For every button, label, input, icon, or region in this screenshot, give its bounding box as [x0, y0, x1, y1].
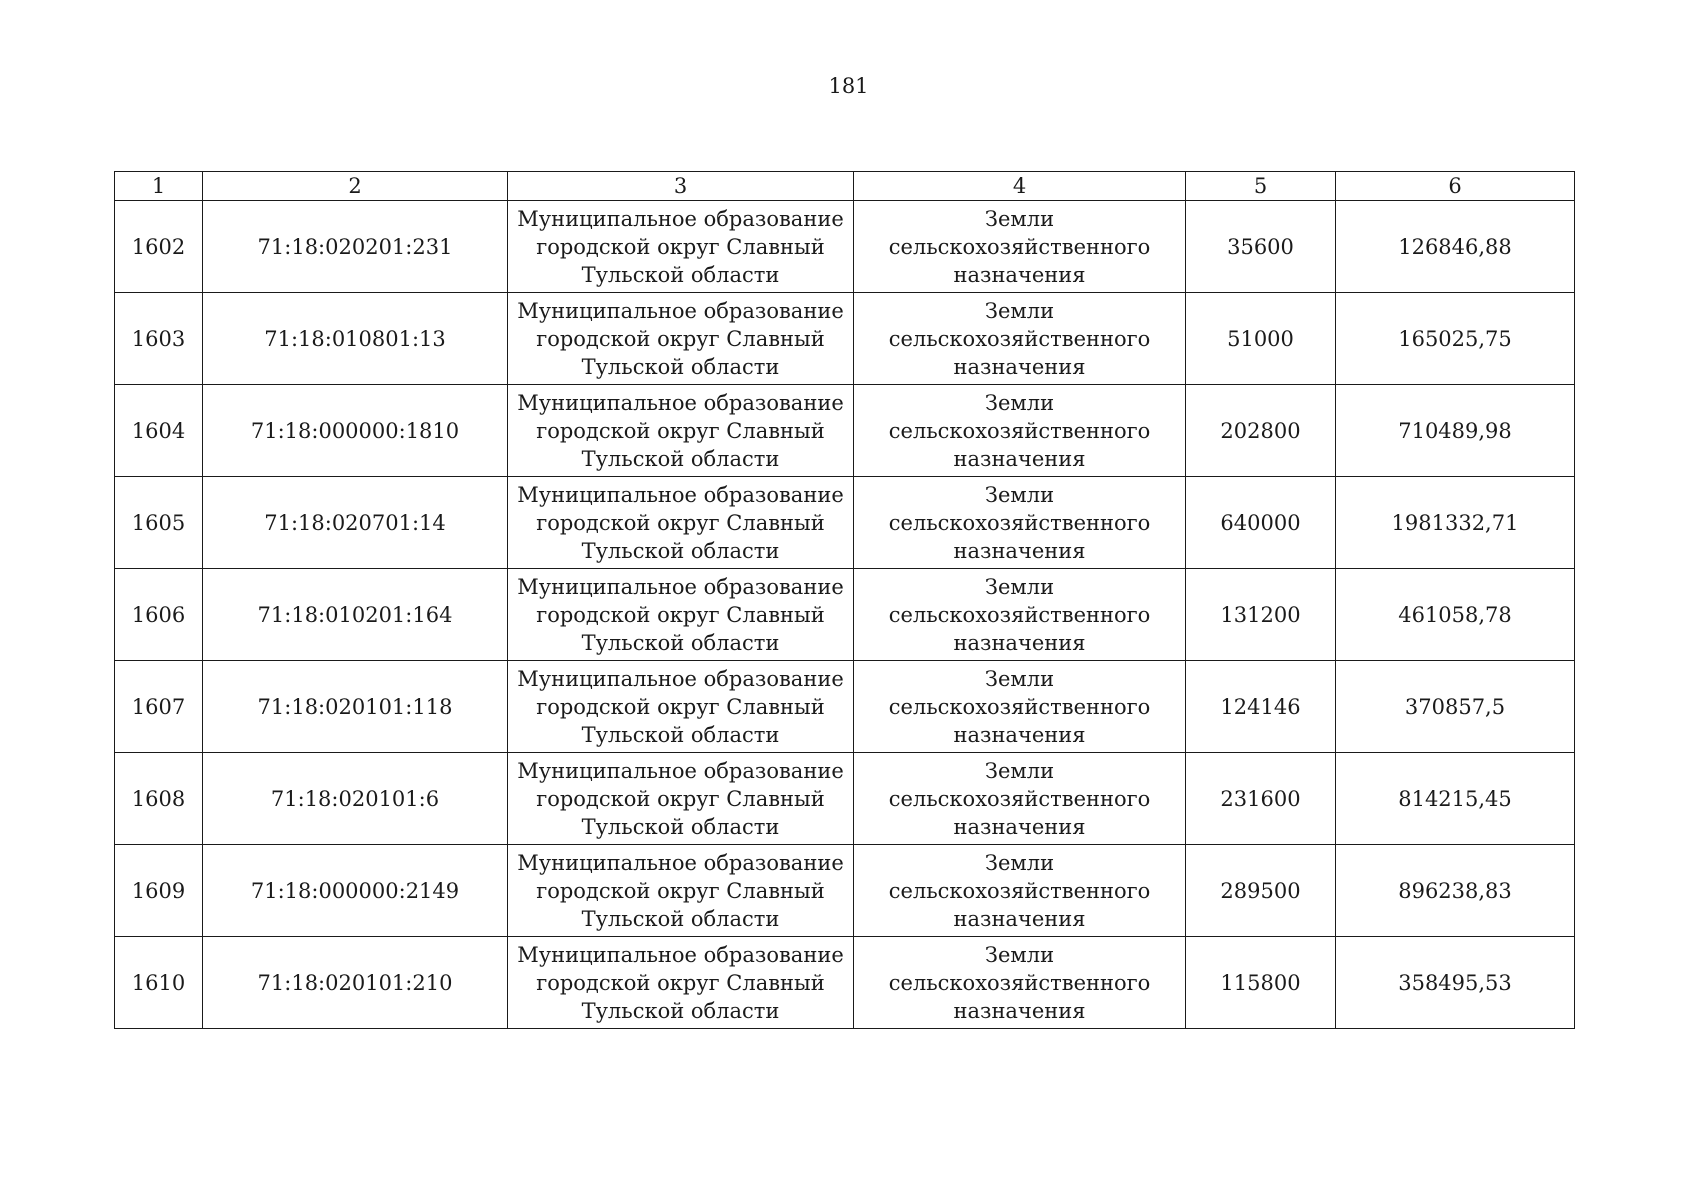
row-number-cell: 1608 [115, 753, 203, 845]
table-body [115, 201, 1575, 1029]
land-category-cell-line: назначения [953, 814, 1086, 839]
cadastral-number-cell: 71:18:010201:164 [203, 569, 508, 661]
owner-cell-line: городской округ Славный [536, 234, 825, 259]
area-cell: 51000 [1186, 293, 1336, 385]
land-category-cell-line: сельскохозяйственного [888, 878, 1151, 903]
owner-cell-line: городской округ Славный [536, 510, 825, 535]
cadastral-value-cell: 126846,88 [1336, 201, 1575, 293]
row-number-cell: 1602 [115, 201, 203, 293]
page-number: 181 [828, 74, 869, 98]
land-category-cell-line: назначения [953, 998, 1086, 1023]
land-category-cell [854, 753, 1186, 845]
owner-cell-line: Тульской области [581, 906, 780, 931]
owner-cell-line: Тульской области [581, 538, 780, 563]
area-cell: 640000 [1186, 477, 1336, 569]
land-category-cell [854, 845, 1186, 937]
table-row [115, 201, 1575, 293]
row-number-cell: 1604 [115, 385, 203, 477]
owner-cell [508, 201, 854, 293]
land-plots-table [114, 171, 1575, 1029]
owner-cell [508, 753, 854, 845]
cadastral-value-cell: 358495,53 [1336, 937, 1575, 1029]
land-category-cell-line: Земли [984, 942, 1055, 967]
table-header [115, 172, 1575, 201]
area-cell: 202800 [1186, 385, 1336, 477]
area-cell: 124146 [1186, 661, 1336, 753]
table-row [115, 753, 1575, 845]
land-category-cell-line: сельскохозяйственного [888, 602, 1151, 627]
cadastral-value-cell: 814215,45 [1336, 753, 1575, 845]
owner-cell-line: Тульской области [581, 262, 780, 287]
land-category-cell-line: сельскохозяйственного [888, 510, 1151, 535]
owner-cell-line: Тульской области [581, 354, 780, 379]
land-category-cell-line: Земли [984, 390, 1055, 415]
land-category-cell-line: сельскохозяйственного [888, 234, 1151, 259]
header-cell-5: 5 [1186, 172, 1336, 201]
owner-cell [508, 293, 854, 385]
cadastral-number-cell: 71:18:000000:1810 [203, 385, 508, 477]
owner-cell-line: Муниципальное образование [517, 298, 844, 323]
owner-cell-line: Тульской области [581, 998, 780, 1023]
header-cell-1: 1 [115, 172, 203, 201]
row-number-cell: 1603 [115, 293, 203, 385]
owner-cell [508, 385, 854, 477]
land-category-cell-line: сельскохозяйственного [888, 970, 1151, 995]
cadastral-value-cell: 370857,5 [1336, 661, 1575, 753]
row-number-cell: 1610 [115, 937, 203, 1029]
land-category-cell-line: назначения [953, 446, 1086, 471]
cadastral-number-cell: 71:18:020101:210 [203, 937, 508, 1029]
owner-cell-line: городской округ Славный [536, 786, 825, 811]
land-category-cell-line: сельскохозяйственного [888, 326, 1151, 351]
land-category-cell-line: назначения [953, 722, 1086, 747]
cadastral-value-cell: 896238,83 [1336, 845, 1575, 937]
header-row [115, 172, 1575, 201]
owner-cell-line: Муниципальное образование [517, 666, 844, 691]
table-row [115, 845, 1575, 937]
owner-cell-line: Муниципальное образование [517, 850, 844, 875]
land-category-cell-line: Земли [984, 850, 1055, 875]
owner-cell-line: городской округ Славный [536, 326, 825, 351]
cadastral-value-cell: 165025,75 [1336, 293, 1575, 385]
table-row [115, 385, 1575, 477]
cadastral-number-cell: 71:18:000000:2149 [203, 845, 508, 937]
land-category-cell-line: Земли [984, 758, 1055, 783]
land-category-cell [854, 661, 1186, 753]
table-row [115, 569, 1575, 661]
cadastral-number-cell: 71:18:020201:231 [203, 201, 508, 293]
row-number-cell: 1609 [115, 845, 203, 937]
owner-cell-line: Муниципальное образование [517, 574, 844, 599]
area-cell: 289500 [1186, 845, 1336, 937]
owner-cell [508, 937, 854, 1029]
cadastral-value-cell: 710489,98 [1336, 385, 1575, 477]
land-category-cell-line: Земли [984, 666, 1055, 691]
land-category-cell [854, 937, 1186, 1029]
header-cell-2: 2 [203, 172, 508, 201]
land-category-cell [854, 477, 1186, 569]
area-cell: 115800 [1186, 937, 1336, 1029]
cadastral-number-cell: 71:18:020101:118 [203, 661, 508, 753]
owner-cell-line: городской округ Славный [536, 694, 825, 719]
owner-cell-line: городской округ Славный [536, 602, 825, 627]
land-category-cell-line: назначения [953, 262, 1086, 287]
land-category-cell-line: Земли [984, 206, 1055, 231]
cadastral-value-cell: 1981332,71 [1336, 477, 1575, 569]
owner-cell-line: Тульской области [581, 446, 780, 471]
owner-cell-line: Муниципальное образование [517, 206, 844, 231]
land-category-cell-line: Земли [984, 482, 1055, 507]
row-number-cell: 1605 [115, 477, 203, 569]
land-category-cell [854, 293, 1186, 385]
land-category-cell-line: сельскохозяйственного [888, 786, 1151, 811]
land-category-cell-line: назначения [953, 354, 1086, 379]
area-cell: 35600 [1186, 201, 1336, 293]
owner-cell-line: городской округ Славный [536, 418, 825, 443]
land-category-cell [854, 569, 1186, 661]
land-category-cell [854, 385, 1186, 477]
owner-cell-line: городской округ Славный [536, 878, 825, 903]
land-category-cell-line: назначения [953, 906, 1086, 931]
owner-cell-line: Тульской области [581, 814, 780, 839]
header-cell-3: 3 [508, 172, 854, 201]
owner-cell-line: Муниципальное образование [517, 942, 844, 967]
row-number-cell: 1606 [115, 569, 203, 661]
table-row [115, 937, 1575, 1029]
land-category-cell-line: назначения [953, 538, 1086, 563]
table-row [115, 293, 1575, 385]
land-category-cell-line: Земли [984, 298, 1055, 323]
cadastral-value-cell: 461058,78 [1336, 569, 1575, 661]
owner-cell-line: Тульской области [581, 630, 780, 655]
header-cell-4: 4 [854, 172, 1186, 201]
owner-cell [508, 661, 854, 753]
owner-cell-line: Муниципальное образование [517, 390, 844, 415]
cadastral-number-cell: 71:18:010801:13 [203, 293, 508, 385]
owner-cell [508, 845, 854, 937]
land-category-cell-line: сельскохозяйственного [888, 418, 1151, 443]
table-row [115, 477, 1575, 569]
land-category-cell-line: назначения [953, 630, 1086, 655]
area-cell: 131200 [1186, 569, 1336, 661]
area-cell: 231600 [1186, 753, 1336, 845]
owner-cell-line: Муниципальное образование [517, 758, 844, 783]
land-category-cell [854, 201, 1186, 293]
owner-cell-line: городской округ Славный [536, 970, 825, 995]
land-category-cell-line: Земли [984, 574, 1055, 599]
table-row [115, 661, 1575, 753]
row-number-cell: 1607 [115, 661, 203, 753]
header-cell-6: 6 [1336, 172, 1575, 201]
land-category-cell-line: сельскохозяйственного [888, 694, 1151, 719]
owner-cell [508, 569, 854, 661]
owner-cell [508, 477, 854, 569]
cadastral-number-cell: 71:18:020101:6 [203, 753, 508, 845]
owner-cell-line: Муниципальное образование [517, 482, 844, 507]
owner-cell-line: Тульской области [581, 722, 780, 747]
cadastral-number-cell: 71:18:020701:14 [203, 477, 508, 569]
